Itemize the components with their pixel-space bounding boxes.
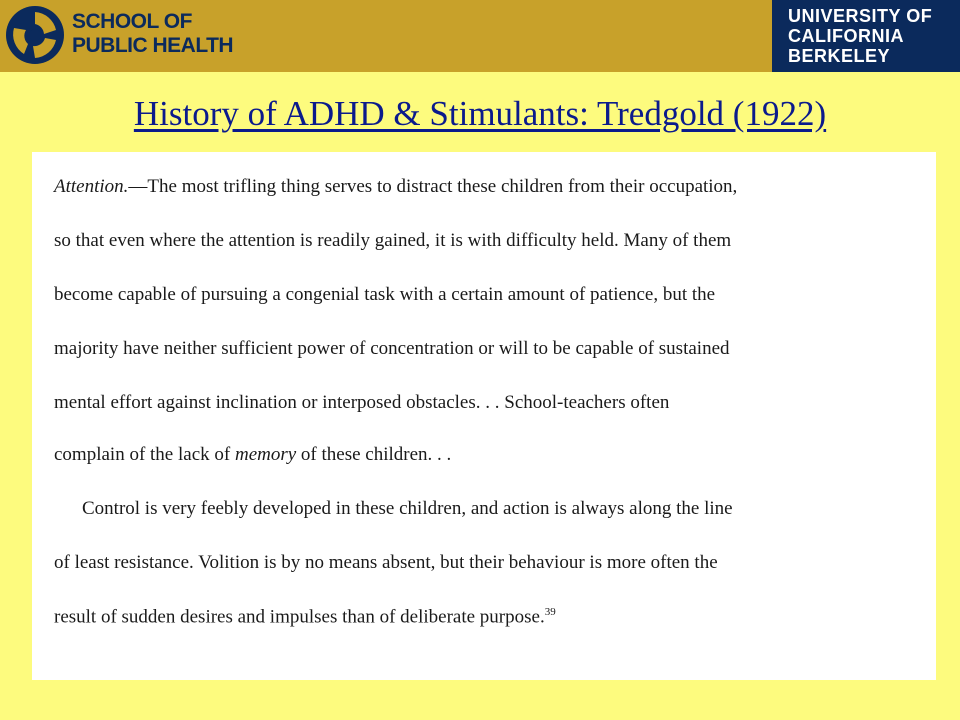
footnote-marker: 39 xyxy=(544,606,556,618)
quote-line-9: result of sudden desires and impulses than of deliberate purpose.$^{39}$ xyxy=(54,606,556,628)
quote-line-8: of least resistance. Volition is by no means absent, but their behaviour is more often the xyxy=(54,552,718,573)
quote-line-2: so that even where the attention is readily gained, it is with difficulty held. Many of them xyxy=(54,230,732,251)
school-of-public-health-logo-icon xyxy=(4,4,66,66)
school-line-1: SCHOOL OF xyxy=(72,10,192,33)
university-line-2: CALIFORNIA xyxy=(788,26,904,46)
quote-line-6: complain of the lack of memory of these children. . . xyxy=(54,444,452,465)
quote-line-4: majority have neither sufficient power of concentration or will to be capable of sustained xyxy=(54,338,730,359)
university-line-1: UNIVERSITY OF xyxy=(788,6,933,26)
quote-line-5: mental effort against inclination or interposed obstacles. . . School-teachers often xyxy=(54,392,670,413)
quote-lead-term: Attention. xyxy=(54,176,129,197)
university-logo xyxy=(772,0,960,72)
school-line-2: PUBLIC HEALTH xyxy=(72,34,234,57)
quote-excerpt xyxy=(32,152,936,680)
slide-title: History of ADHD & Stimulants: Tredgold (1922) xyxy=(133,94,827,133)
quote-line-1: Attention.—The most trifling thing serves to distract these children from their occupation, xyxy=(54,176,738,197)
quote-line-3: become capable of pursuing a congenial task with a certain amount of patience, but the xyxy=(54,284,716,305)
quote-emphasis-memory: memory xyxy=(234,444,297,465)
header-bar xyxy=(0,0,960,72)
quote-line-7: Control is very feebly developed in these children, and action is always along the line xyxy=(82,498,733,519)
school-name xyxy=(72,10,233,58)
university-line-3: BERKELEY xyxy=(788,46,891,66)
